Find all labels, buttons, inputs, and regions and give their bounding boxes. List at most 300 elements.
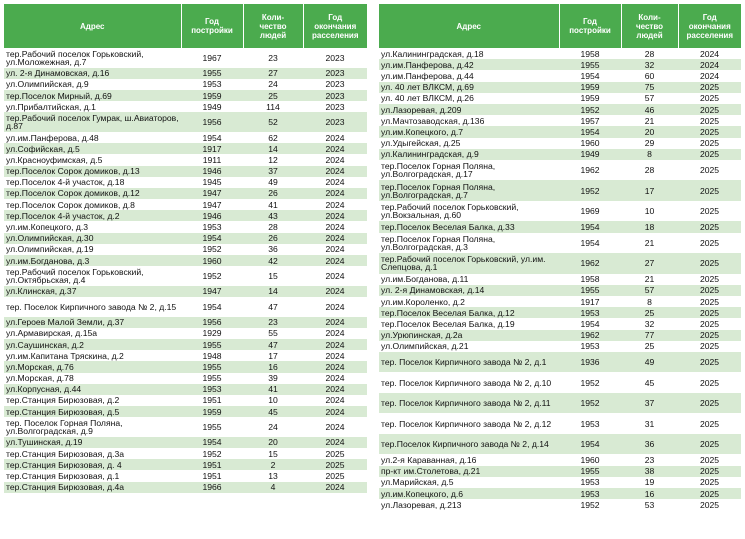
address-cell: тер.Поселок Веселая Балка, д.12 bbox=[379, 307, 559, 318]
table-row bbox=[379, 466, 741, 477]
year-end-cell: 2024 bbox=[303, 177, 367, 188]
people-count-cell: 17 bbox=[621, 180, 678, 201]
year-built-cell: 1951 bbox=[181, 395, 243, 406]
year-end-cell: 2025 bbox=[678, 104, 741, 115]
year-built-cell: 1952 bbox=[181, 448, 243, 459]
table-row bbox=[4, 48, 367, 68]
header-address: Адрес bbox=[379, 4, 559, 48]
year-end-cell: 2025 bbox=[678, 285, 741, 296]
people-count-cell: 21 bbox=[621, 115, 678, 126]
year-built-cell: 1954 bbox=[559, 318, 621, 329]
right-table bbox=[379, 4, 741, 510]
table-row bbox=[4, 221, 367, 232]
address-cell: тер.Поселок 4-й участок, д.18 bbox=[4, 177, 181, 188]
address-cell: ул.им.Панферова, д.42 bbox=[379, 59, 559, 70]
address-cell: тер. Поселок Кирпичного завода № 2, д.11 bbox=[379, 393, 559, 414]
year-built-cell: 1955 bbox=[181, 339, 243, 350]
year-end-cell: 2025 bbox=[678, 115, 741, 126]
people-count-cell: 25 bbox=[621, 307, 678, 318]
year-end-cell: 2024 bbox=[303, 482, 367, 493]
year-end-cell: 2024 bbox=[303, 166, 367, 177]
table-row bbox=[379, 201, 741, 222]
year-built-cell: 1946 bbox=[181, 166, 243, 177]
header-address: Адрес bbox=[4, 4, 181, 48]
year-end-cell: 2024 bbox=[303, 132, 367, 143]
people-count-cell: 26 bbox=[243, 233, 303, 244]
people-count-cell: 36 bbox=[621, 434, 678, 455]
address-cell: тер. Поселок Кирпичного завода № 2, д.15 bbox=[4, 297, 181, 317]
address-cell: тер.Рабочий поселок Горьковский, ул.Моложежная, д.7 bbox=[4, 48, 181, 68]
people-count-cell: 37 bbox=[621, 393, 678, 414]
left-table bbox=[4, 4, 367, 493]
table-row bbox=[4, 361, 367, 372]
header-year-built: Год постройки bbox=[181, 4, 243, 48]
address-cell: ул.им.Копецкого, д.6 bbox=[379, 488, 559, 499]
people-count-cell: 49 bbox=[243, 177, 303, 188]
people-count-cell: 20 bbox=[243, 437, 303, 448]
address-cell: тер.Поселок Сорок домиков, д.12 bbox=[4, 188, 181, 199]
table-row bbox=[379, 488, 741, 499]
people-count-cell: 14 bbox=[243, 143, 303, 154]
table-row bbox=[4, 177, 367, 188]
address-cell: тер.Станция Бирюзовая, д. 4 bbox=[4, 459, 181, 470]
address-cell: тер.Поселок Мирный, д.69 bbox=[4, 90, 181, 101]
table-row bbox=[379, 477, 741, 488]
year-end-cell: 2025 bbox=[678, 352, 741, 373]
year-built-cell: 1952 bbox=[181, 266, 243, 286]
year-end-cell: 2024 bbox=[303, 406, 367, 417]
year-built-cell: 1954 bbox=[559, 126, 621, 137]
people-count-cell: 10 bbox=[243, 395, 303, 406]
right-table-header bbox=[379, 4, 741, 48]
table-row bbox=[4, 448, 367, 459]
year-end-cell: 2024 bbox=[303, 297, 367, 317]
address-cell: ул.им.Короленко, д.2 bbox=[379, 296, 559, 307]
people-count-cell: 114 bbox=[243, 101, 303, 112]
year-built-cell: 1955 bbox=[181, 417, 243, 437]
year-end-cell: 2024 bbox=[303, 233, 367, 244]
table-row bbox=[4, 154, 367, 165]
year-built-cell: 1917 bbox=[181, 143, 243, 154]
people-count-cell: 60 bbox=[621, 70, 678, 81]
table-row bbox=[4, 297, 367, 317]
address-cell: тер.Рабочий поселок Горьковский, ул.Октябрьская, д.4 bbox=[4, 266, 181, 286]
address-cell: ул.им.Копецкого, д.3 bbox=[4, 221, 181, 232]
year-built-cell: 1948 bbox=[181, 350, 243, 361]
address-cell: ул.Урюпинская, д.2а bbox=[379, 330, 559, 341]
people-count-cell: 12 bbox=[243, 154, 303, 165]
people-count-cell: 31 bbox=[621, 413, 678, 434]
year-built-cell: 1929 bbox=[181, 328, 243, 339]
people-count-cell: 37 bbox=[243, 166, 303, 177]
year-end-cell: 2025 bbox=[303, 470, 367, 481]
year-built-cell: 1946 bbox=[181, 210, 243, 221]
table-row bbox=[379, 434, 741, 455]
table-row bbox=[379, 285, 741, 296]
year-built-cell: 1951 bbox=[181, 459, 243, 470]
people-count-cell: 16 bbox=[621, 488, 678, 499]
address-cell: ул.Тушинская, д.19 bbox=[4, 437, 181, 448]
year-built-cell: 1954 bbox=[181, 437, 243, 448]
table-row bbox=[4, 233, 367, 244]
people-count-cell: 57 bbox=[621, 285, 678, 296]
people-count-cell: 23 bbox=[621, 454, 678, 465]
table-row bbox=[4, 188, 367, 199]
address-cell: ул.Героев Малой Земли, д.37 bbox=[4, 317, 181, 328]
people-count-cell: 62 bbox=[243, 132, 303, 143]
table-row bbox=[379, 82, 741, 93]
people-count-cell: 15 bbox=[243, 448, 303, 459]
year-built-cell: 1952 bbox=[559, 372, 621, 393]
year-built-cell: 1959 bbox=[559, 82, 621, 93]
year-end-cell: 2025 bbox=[678, 454, 741, 465]
table-row bbox=[4, 199, 367, 210]
year-end-cell: 2025 bbox=[678, 307, 741, 318]
year-end-cell: 2025 bbox=[678, 488, 741, 499]
address-cell: тер.Поселок Горная Поляна, ул.Волгоградская, д.17 bbox=[379, 160, 559, 181]
year-end-cell: 2025 bbox=[678, 330, 741, 341]
header-year-end: Год окончания расселения bbox=[303, 4, 367, 48]
year-built-cell: 1952 bbox=[559, 104, 621, 115]
address-cell: тер. Поселок Кирпичного завода № 2, д.10 bbox=[379, 372, 559, 393]
address-cell: тер.Поселок Горная Поляна, ул.Волгоградская, д.3 bbox=[379, 233, 559, 254]
table-row bbox=[4, 406, 367, 417]
people-count-cell: 16 bbox=[243, 361, 303, 372]
table-row bbox=[379, 180, 741, 201]
address-cell: ул.Софийская, д.5 bbox=[4, 143, 181, 154]
year-end-cell: 2025 bbox=[678, 296, 741, 307]
people-count-cell: 39 bbox=[243, 373, 303, 384]
table-row bbox=[379, 233, 741, 254]
address-cell: тер. Поселок Кирпичного завода № 2, д.1 bbox=[379, 352, 559, 373]
address-cell: тер.Поселок Сорок домиков, д.13 bbox=[4, 166, 181, 177]
table-row bbox=[379, 296, 741, 307]
table-row bbox=[4, 255, 367, 266]
year-end-cell: 2025 bbox=[678, 93, 741, 104]
address-cell: тер.Станция Бирюзовая, д.5 bbox=[4, 406, 181, 417]
people-count-cell: 27 bbox=[621, 253, 678, 274]
people-count-cell: 55 bbox=[243, 328, 303, 339]
year-end-cell: 2025 bbox=[678, 341, 741, 352]
people-count-cell: 23 bbox=[243, 317, 303, 328]
year-built-cell: 1959 bbox=[181, 406, 243, 417]
year-end-cell: 2025 bbox=[678, 274, 741, 285]
year-end-cell: 2025 bbox=[303, 459, 367, 470]
people-count-cell: 20 bbox=[621, 126, 678, 137]
address-cell: ул.им.Капитана Тряскина, д.2 bbox=[4, 350, 181, 361]
table-row bbox=[4, 328, 367, 339]
people-count-cell: 24 bbox=[243, 79, 303, 90]
year-built-cell: 1956 bbox=[181, 317, 243, 328]
year-end-cell: 2025 bbox=[678, 149, 741, 160]
address-cell: ул.Корпусная, д.44 bbox=[4, 384, 181, 395]
year-end-cell: 2024 bbox=[303, 339, 367, 350]
header-people: Коли- чество людей bbox=[621, 4, 678, 48]
year-end-cell: 2025 bbox=[678, 221, 741, 232]
table-row bbox=[379, 274, 741, 285]
year-built-cell: 1956 bbox=[181, 112, 243, 132]
people-count-cell: 75 bbox=[621, 82, 678, 93]
people-count-cell: 53 bbox=[621, 499, 678, 510]
table-row bbox=[379, 160, 741, 181]
table-row bbox=[379, 115, 741, 126]
year-built-cell: 1955 bbox=[559, 466, 621, 477]
people-count-cell: 21 bbox=[621, 233, 678, 254]
address-cell: тер.Поселок Веселая Балка, д.19 bbox=[379, 318, 559, 329]
year-end-cell: 2024 bbox=[303, 244, 367, 255]
year-built-cell: 1954 bbox=[559, 70, 621, 81]
year-end-cell: 2025 bbox=[678, 372, 741, 393]
address-cell: пр-кт им.Столетова, д.21 bbox=[379, 466, 559, 477]
year-end-cell: 2025 bbox=[678, 466, 741, 477]
people-count-cell: 47 bbox=[243, 297, 303, 317]
address-cell: ул.Олимпийская, д.21 bbox=[379, 341, 559, 352]
table-row bbox=[4, 79, 367, 90]
address-cell: ул. 40 лет ВЛКСМ, д.26 bbox=[379, 93, 559, 104]
address-cell: ул.Морская, д.78 bbox=[4, 373, 181, 384]
year-end-cell: 2023 bbox=[303, 101, 367, 112]
table-row bbox=[4, 210, 367, 221]
year-end-cell: 2023 bbox=[303, 48, 367, 68]
address-cell: тер.Рабочий поселок Гумрак, ш.Авиаторов, д.87 bbox=[4, 112, 181, 132]
table-row bbox=[4, 437, 367, 448]
address-cell: тер.Поселок 4-й участок, д.2 bbox=[4, 210, 181, 221]
year-built-cell: 1953 bbox=[181, 221, 243, 232]
year-built-cell: 1957 bbox=[559, 115, 621, 126]
people-count-cell: 41 bbox=[243, 199, 303, 210]
table-row bbox=[4, 395, 367, 406]
people-count-cell: 19 bbox=[621, 477, 678, 488]
people-count-cell: 27 bbox=[243, 68, 303, 79]
year-end-cell: 2024 bbox=[303, 437, 367, 448]
address-cell: тер.Поселок Веселая Балка, д.33 bbox=[379, 221, 559, 232]
year-built-cell: 1936 bbox=[559, 352, 621, 373]
year-built-cell: 1954 bbox=[181, 297, 243, 317]
people-count-cell: 25 bbox=[243, 90, 303, 101]
address-cell: ул.Армавирская, д.15а bbox=[4, 328, 181, 339]
address-cell: тер. Поселок Горная Поляна, ул.Волгоградская, д.9 bbox=[4, 417, 181, 437]
address-cell: ул.Олимпийская, д.30 bbox=[4, 233, 181, 244]
year-built-cell: 1953 bbox=[181, 384, 243, 395]
address-cell: ул.Красноуфимская, д.5 bbox=[4, 154, 181, 165]
year-end-cell: 2025 bbox=[678, 253, 741, 274]
address-cell: ул.им.Панферова, д.48 bbox=[4, 132, 181, 143]
year-end-cell: 2024 bbox=[303, 373, 367, 384]
people-count-cell: 8 bbox=[621, 296, 678, 307]
table-row bbox=[4, 384, 367, 395]
people-count-cell: 32 bbox=[621, 59, 678, 70]
people-count-cell: 77 bbox=[621, 330, 678, 341]
year-built-cell: 1967 bbox=[181, 48, 243, 68]
address-cell: ул.им.Панферова, д.44 bbox=[379, 70, 559, 81]
year-end-cell: 2025 bbox=[678, 126, 741, 137]
people-count-cell: 28 bbox=[243, 221, 303, 232]
table-row bbox=[4, 470, 367, 481]
year-built-cell: 1953 bbox=[559, 488, 621, 499]
people-count-cell: 47 bbox=[243, 339, 303, 350]
header-year-end: Год окончания расселения bbox=[678, 4, 741, 48]
address-cell: ул. 40 лет ВЛКСМ, д.69 bbox=[379, 82, 559, 93]
address-cell: тер.Рабочий поселок Горьковский, ул.им. Слепцова, д.1 bbox=[379, 253, 559, 274]
year-built-cell: 1947 bbox=[181, 188, 243, 199]
table-row bbox=[379, 93, 741, 104]
people-count-cell: 52 bbox=[243, 112, 303, 132]
year-end-cell: 2024 bbox=[303, 266, 367, 286]
address-cell: ул.2-я Караванная, д.16 bbox=[379, 454, 559, 465]
year-built-cell: 1960 bbox=[181, 255, 243, 266]
year-end-cell: 2024 bbox=[303, 384, 367, 395]
table-row bbox=[4, 90, 367, 101]
address-cell: ул.Олимпийская, д.9 bbox=[4, 79, 181, 90]
address-cell: ул.Удыгейская, д.25 bbox=[379, 138, 559, 149]
year-end-cell: 2024 bbox=[303, 395, 367, 406]
address-cell: ул.им.Богданова, д.11 bbox=[379, 274, 559, 285]
address-cell: ул.Калининградская, д.9 bbox=[379, 149, 559, 160]
year-end-cell: 2024 bbox=[303, 255, 367, 266]
address-cell: ул.им.Копецкого, д.7 bbox=[379, 126, 559, 137]
address-cell: ул.Клинская, д.37 bbox=[4, 286, 181, 297]
year-end-cell: 2023 bbox=[303, 68, 367, 79]
year-end-cell: 2024 bbox=[303, 286, 367, 297]
table-row bbox=[4, 132, 367, 143]
year-built-cell: 1958 bbox=[559, 274, 621, 285]
year-end-cell: 2025 bbox=[678, 82, 741, 93]
people-count-cell: 57 bbox=[621, 93, 678, 104]
table-row bbox=[379, 499, 741, 510]
address-cell: тер.Поселок Горная Поляна, ул.Волгоградская, д.7 bbox=[379, 180, 559, 201]
table-row bbox=[379, 318, 741, 329]
year-end-cell: 2025 bbox=[303, 448, 367, 459]
table-row bbox=[379, 413, 741, 434]
year-built-cell: 1954 bbox=[181, 233, 243, 244]
address-cell: ул.Олимпийская, д.19 bbox=[4, 244, 181, 255]
table-row bbox=[4, 166, 367, 177]
address-cell: тер. Поселок Кирпичного завода № 2, д.12 bbox=[379, 413, 559, 434]
table-row bbox=[4, 459, 367, 470]
address-cell: ул. 2-я Динамовская, д.16 bbox=[4, 68, 181, 79]
year-end-cell: 2024 bbox=[303, 417, 367, 437]
people-count-cell: 42 bbox=[243, 255, 303, 266]
year-end-cell: 2025 bbox=[678, 477, 741, 488]
year-end-cell: 2024 bbox=[303, 328, 367, 339]
table-row bbox=[379, 330, 741, 341]
year-built-cell: 1959 bbox=[181, 90, 243, 101]
year-built-cell: 1958 bbox=[559, 48, 621, 59]
people-count-cell: 10 bbox=[621, 201, 678, 222]
table-row bbox=[379, 454, 741, 465]
year-built-cell: 1947 bbox=[181, 286, 243, 297]
people-count-cell: 15 bbox=[243, 266, 303, 286]
year-end-cell: 2025 bbox=[678, 160, 741, 181]
left-table-body bbox=[4, 48, 367, 493]
year-end-cell: 2025 bbox=[678, 318, 741, 329]
year-end-cell: 2025 bbox=[678, 180, 741, 201]
address-cell: ул.Лазоревая, д.213 bbox=[379, 499, 559, 510]
year-end-cell: 2024 bbox=[303, 361, 367, 372]
people-count-cell: 8 bbox=[621, 149, 678, 160]
left-table-header bbox=[4, 4, 367, 48]
table-row bbox=[4, 317, 367, 328]
year-built-cell: 1953 bbox=[559, 413, 621, 434]
table-row bbox=[379, 253, 741, 274]
year-built-cell: 1962 bbox=[559, 160, 621, 181]
address-cell: ул.Лазоревая, д.209 bbox=[379, 104, 559, 115]
table-row bbox=[379, 59, 741, 70]
people-count-cell: 41 bbox=[243, 384, 303, 395]
year-end-cell: 2024 bbox=[678, 70, 741, 81]
year-end-cell: 2024 bbox=[303, 143, 367, 154]
table-row bbox=[4, 266, 367, 286]
year-end-cell: 2023 bbox=[303, 79, 367, 90]
year-end-cell: 2025 bbox=[678, 434, 741, 455]
people-count-cell: 21 bbox=[621, 274, 678, 285]
table-row bbox=[379, 70, 741, 81]
year-end-cell: 2024 bbox=[303, 188, 367, 199]
year-built-cell: 1955 bbox=[181, 361, 243, 372]
people-count-cell: 28 bbox=[621, 48, 678, 59]
year-built-cell: 1954 bbox=[181, 132, 243, 143]
table-row bbox=[379, 138, 741, 149]
address-cell: ул.Морская, д.76 bbox=[4, 361, 181, 372]
address-cell: ул.Прибалтийская, д.1 bbox=[4, 101, 181, 112]
year-built-cell: 1959 bbox=[559, 93, 621, 104]
people-count-cell: 13 bbox=[243, 470, 303, 481]
table-row bbox=[379, 341, 741, 352]
year-built-cell: 1960 bbox=[559, 454, 621, 465]
people-count-cell: 14 bbox=[243, 286, 303, 297]
table-row bbox=[4, 350, 367, 361]
table-row bbox=[379, 126, 741, 137]
year-built-cell: 1955 bbox=[181, 373, 243, 384]
people-count-cell: 46 bbox=[621, 104, 678, 115]
year-built-cell: 1947 bbox=[181, 199, 243, 210]
table-row bbox=[4, 101, 367, 112]
address-cell: ул.им.Богданова, д.3 bbox=[4, 255, 181, 266]
table-row bbox=[379, 393, 741, 414]
year-end-cell: 2025 bbox=[678, 413, 741, 434]
year-built-cell: 1962 bbox=[559, 330, 621, 341]
people-count-cell: 29 bbox=[621, 138, 678, 149]
year-end-cell: 2024 bbox=[303, 221, 367, 232]
table-row bbox=[4, 373, 367, 384]
address-cell: тер.Станция Бирюзовая, д.4а bbox=[4, 482, 181, 493]
table-row bbox=[4, 68, 367, 79]
year-built-cell: 1911 bbox=[181, 154, 243, 165]
address-cell: тер.Станция Бирюзовая, д.1 bbox=[4, 470, 181, 481]
year-built-cell: 1953 bbox=[559, 307, 621, 318]
year-built-cell: 1953 bbox=[181, 79, 243, 90]
year-end-cell: 2023 bbox=[303, 90, 367, 101]
right-table-body bbox=[379, 48, 741, 510]
table-row bbox=[4, 244, 367, 255]
people-count-cell: 23 bbox=[243, 48, 303, 68]
people-count-cell: 26 bbox=[243, 188, 303, 199]
people-count-cell: 49 bbox=[621, 352, 678, 373]
year-end-cell: 2025 bbox=[678, 233, 741, 254]
table-row bbox=[4, 286, 367, 297]
people-count-cell: 24 bbox=[243, 417, 303, 437]
year-end-cell: 2024 bbox=[303, 154, 367, 165]
year-built-cell: 1955 bbox=[559, 285, 621, 296]
table-row bbox=[4, 482, 367, 493]
address-cell: ул.Мачтозаводская, д.136 bbox=[379, 115, 559, 126]
people-count-cell: 17 bbox=[243, 350, 303, 361]
table-row bbox=[379, 352, 741, 373]
people-count-cell: 45 bbox=[621, 372, 678, 393]
year-built-cell: 1917 bbox=[559, 296, 621, 307]
year-built-cell: 1949 bbox=[559, 149, 621, 160]
year-end-cell: 2025 bbox=[678, 201, 741, 222]
